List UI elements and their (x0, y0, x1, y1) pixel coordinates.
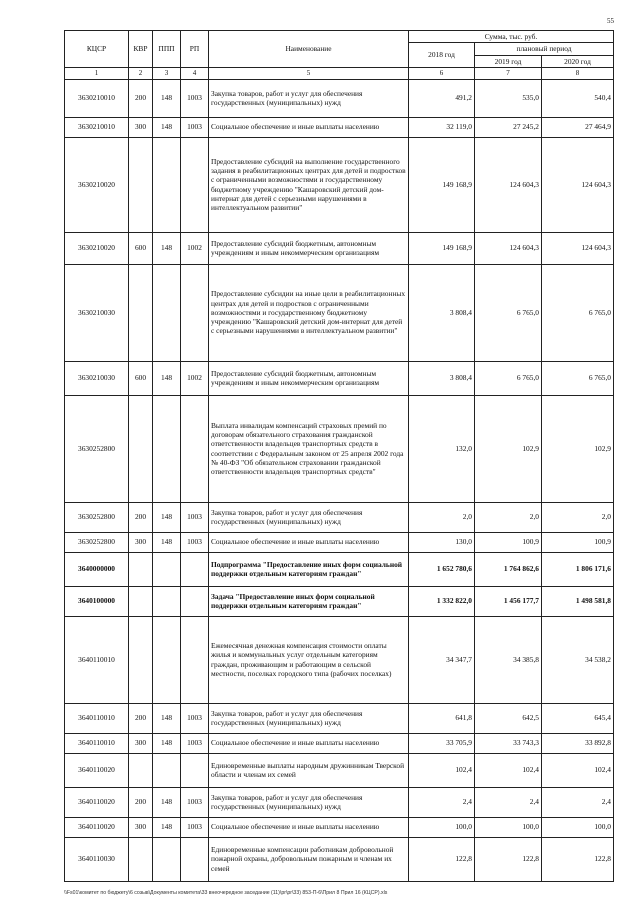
cell-kvr: 200 (129, 502, 153, 532)
table-body (65, 79, 614, 881)
cell-ppp (153, 552, 181, 586)
cell-v2020: 1 806 171,6 (542, 552, 614, 586)
cell-ppp (153, 616, 181, 703)
cell-kcsr: 3630210030 (65, 361, 129, 395)
cell-kvr (129, 264, 153, 361)
cell-rp: 1003 (181, 117, 209, 137)
cell-kcsr: 3640110020 (65, 753, 129, 787)
table-header (65, 31, 614, 80)
cell-v2019: 642,5 (475, 703, 542, 733)
cell-kcsr: 3630252800 (65, 395, 129, 502)
cell-v2019: 102,9 (475, 395, 542, 502)
table-row (65, 79, 614, 117)
cell-rp: 1002 (181, 232, 209, 264)
cell-v2018: 34 347,7 (409, 616, 475, 703)
cell-rp (181, 586, 209, 616)
cell-name: Выплата инвалидам компенсаций страховых премий по договорам обязательного страхования гражданской ответственности владельцев транспортных средств в соответствии с Федеральным законом от 25 апреля 2002 года № 40-ФЗ "Об обязательном страховании гражданской ответственности владельцев транспортных средств" (209, 395, 409, 502)
cell-v2020: 124 604,3 (542, 232, 614, 264)
cell-v2020: 100,9 (542, 532, 614, 552)
header-kvr: КВР (129, 31, 153, 68)
cell-ppp: 148 (153, 817, 181, 837)
cell-v2018: 2,0 (409, 502, 475, 532)
cell-v2020: 645,4 (542, 703, 614, 733)
cell-kcsr: 3640000000 (65, 552, 129, 586)
cell-v2019: 6 765,0 (475, 264, 542, 361)
cell-v2018: 149 168,9 (409, 137, 475, 232)
cell-rp: 1003 (181, 703, 209, 733)
cell-v2018: 122,8 (409, 837, 475, 881)
col-number: 3 (153, 67, 181, 79)
cell-v2020: 27 464,9 (542, 117, 614, 137)
cell-v2020: 2,0 (542, 502, 614, 532)
table-row (65, 837, 614, 881)
cell-ppp (153, 137, 181, 232)
page-number: 55 (607, 17, 614, 25)
cell-v2018: 1 652 780,6 (409, 552, 475, 586)
cell-v2019: 34 385,8 (475, 616, 542, 703)
col-number: 1 (65, 67, 129, 79)
table-row (65, 264, 614, 361)
cell-kcsr: 3640110030 (65, 837, 129, 881)
cell-v2018: 100,0 (409, 817, 475, 837)
header-name: Наименование (209, 31, 409, 68)
cell-kvr: 600 (129, 361, 153, 395)
table-row (65, 552, 614, 586)
cell-v2020: 6 765,0 (542, 361, 614, 395)
cell-v2019: 1 764 862,6 (475, 552, 542, 586)
cell-kvr: 600 (129, 232, 153, 264)
cell-v2019: 124 604,3 (475, 232, 542, 264)
cell-ppp (153, 264, 181, 361)
cell-kvr: 200 (129, 787, 153, 817)
cell-name: Социальное обеспечение и иные выплаты населению (209, 117, 409, 137)
cell-name: Предоставление субсидии на иные цели в реабилитационных центрах для детей и подростков с ограниченными возможностями и государственному бюджетному учреждению "Кашаровский детский дом-интернат для детей с серьезными нарушениями в интеллектуальном развитии" (209, 264, 409, 361)
cell-rp (181, 552, 209, 586)
cell-v2019: 1 456 177,7 (475, 586, 542, 616)
table-row (65, 753, 614, 787)
col-number: 8 (542, 67, 614, 79)
cell-name: Ежемесячная денежная компенсация стоимости оплаты жилья и коммунальных услуг отдельным категориям граждан, проживающим и работающим в сельской местности, поселках городского типа (рабочих поселках) (209, 616, 409, 703)
header-year-2019: 2019 год (475, 55, 542, 67)
cell-rp (181, 264, 209, 361)
cell-ppp: 148 (153, 361, 181, 395)
cell-v2018: 3 808,4 (409, 361, 475, 395)
cell-v2019: 100,0 (475, 817, 542, 837)
cell-kcsr: 3640100000 (65, 586, 129, 616)
header-rp: РП (181, 31, 209, 68)
cell-v2020: 1 498 581,8 (542, 586, 614, 616)
table-row (65, 395, 614, 502)
cell-v2020: 6 765,0 (542, 264, 614, 361)
cell-name: Предоставление субсидий бюджетным, автономным учреждениям и иным некоммерческим организациям (209, 232, 409, 264)
header-year-2020: 2020 год (542, 55, 614, 67)
col-number: 4 (181, 67, 209, 79)
column-number-row (65, 67, 614, 79)
cell-kcsr: 3640110020 (65, 817, 129, 837)
table-row (65, 502, 614, 532)
cell-name: Единовременные выплаты народным дружинникам Тверской области и членам их семей (209, 753, 409, 787)
header-sum: Сумма, тыс. руб. (409, 31, 614, 43)
cell-kvr (129, 395, 153, 502)
table-row (65, 117, 614, 137)
cell-name: Социальное обеспечение и иные выплаты населению (209, 532, 409, 552)
cell-v2018: 132,0 (409, 395, 475, 502)
cell-name: Единовременные компенсации работникам добровольной пожарной охраны, добровольным пожарным и членам их семей (209, 837, 409, 881)
cell-kvr: 300 (129, 733, 153, 753)
cell-kcsr: 3630210020 (65, 137, 129, 232)
table-row (65, 232, 614, 264)
cell-v2020: 540,4 (542, 79, 614, 117)
cell-kvr: 300 (129, 117, 153, 137)
cell-ppp: 148 (153, 502, 181, 532)
cell-v2018: 130,0 (409, 532, 475, 552)
cell-v2018: 1 332 822,0 (409, 586, 475, 616)
cell-kcsr: 3640110020 (65, 787, 129, 817)
cell-kcsr: 3640110010 (65, 733, 129, 753)
cell-kcsr: 3630210010 (65, 79, 129, 117)
cell-ppp (153, 586, 181, 616)
cell-v2019: 6 765,0 (475, 361, 542, 395)
cell-v2019: 2,4 (475, 787, 542, 817)
col-number: 5 (209, 67, 409, 79)
table-row (65, 532, 614, 552)
cell-kcsr: 3640110010 (65, 616, 129, 703)
cell-kvr: 200 (129, 703, 153, 733)
cell-name: Социальное обеспечение и иные выплаты населению (209, 733, 409, 753)
cell-kvr (129, 753, 153, 787)
cell-kcsr: 3630210030 (65, 264, 129, 361)
cell-kvr: 300 (129, 532, 153, 552)
cell-name: Закупка товаров, работ и услуг для обеспечения государственных (муниципальных) нужд (209, 79, 409, 117)
cell-rp: 1003 (181, 733, 209, 753)
cell-kvr: 300 (129, 817, 153, 837)
cell-v2020: 124 604,3 (542, 137, 614, 232)
cell-kvr: 200 (129, 79, 153, 117)
cell-name: Социальное обеспечение и иные выплаты населению (209, 817, 409, 837)
cell-kcsr: 3630210010 (65, 117, 129, 137)
cell-ppp: 148 (153, 232, 181, 264)
cell-kcsr: 3630252800 (65, 502, 129, 532)
header-kcsr: КЦСР (65, 31, 129, 68)
cell-v2019: 27 245,2 (475, 117, 542, 137)
col-number: 2 (129, 67, 153, 79)
cell-v2018: 641,8 (409, 703, 475, 733)
table-row (65, 616, 614, 703)
cell-v2019: 124 604,3 (475, 137, 542, 232)
cell-kcsr: 3640110010 (65, 703, 129, 733)
cell-kcsr: 3630210020 (65, 232, 129, 264)
cell-rp (181, 395, 209, 502)
cell-name: Предоставление субсидий бюджетным, автономным учреждениям и иным некоммерческим организациям (209, 361, 409, 395)
cell-kvr (129, 137, 153, 232)
cell-v2020: 122,8 (542, 837, 614, 881)
cell-rp: 1003 (181, 817, 209, 837)
table-row (65, 361, 614, 395)
table-row (65, 137, 614, 232)
cell-ppp (153, 395, 181, 502)
cell-v2018: 149 168,9 (409, 232, 475, 264)
cell-v2018: 491,2 (409, 79, 475, 117)
cell-name: Предоставление субсидий на выполнение государственного задания в реабилитационных центрах для детей и подростков с ограниченными возможностями и государственному бюджетному учреждению "Кашаровский детский дом-интернат для детей с серьезными нарушениями в интеллектуальном развитии" (209, 137, 409, 232)
cell-v2018: 3 808,4 (409, 264, 475, 361)
header-plan-period: плановый период (475, 43, 614, 55)
cell-v2019: 535,0 (475, 79, 542, 117)
cell-v2019: 2,0 (475, 502, 542, 532)
cell-rp (181, 137, 209, 232)
cell-kvr (129, 552, 153, 586)
col-number: 6 (409, 67, 475, 79)
cell-name: Закупка товаров, работ и услуг для обеспечения государственных (муниципальных) нужд (209, 787, 409, 817)
cell-v2018: 2,4 (409, 787, 475, 817)
cell-rp (181, 753, 209, 787)
cell-ppp: 148 (153, 79, 181, 117)
header-ppp: ППП (153, 31, 181, 68)
cell-kvr (129, 616, 153, 703)
cell-rp (181, 837, 209, 881)
cell-v2020: 100,0 (542, 817, 614, 837)
cell-rp (181, 616, 209, 703)
cell-rp: 1003 (181, 787, 209, 817)
cell-rp: 1003 (181, 502, 209, 532)
file-path-footer: \\Fs01\комитет по бюджету\6 созыв\Документы комитета\33 внеочередное заседание (11)\pr\pr\33) 853-П-6\Прил 8 Прил 16 (КЦСР).xls (64, 890, 388, 896)
cell-ppp: 148 (153, 117, 181, 137)
cell-v2020: 2,4 (542, 787, 614, 817)
table-row (65, 586, 614, 616)
cell-rp: 1003 (181, 79, 209, 117)
cell-v2018: 102,4 (409, 753, 475, 787)
cell-ppp: 148 (153, 703, 181, 733)
cell-ppp (153, 753, 181, 787)
cell-ppp (153, 837, 181, 881)
cell-ppp: 148 (153, 532, 181, 552)
cell-kvr (129, 586, 153, 616)
cell-kvr (129, 837, 153, 881)
cell-v2018: 33 705,9 (409, 733, 475, 753)
cell-v2019: 33 743,3 (475, 733, 542, 753)
cell-kcsr: 3630252800 (65, 532, 129, 552)
table-row (65, 703, 614, 733)
cell-ppp: 148 (153, 733, 181, 753)
cell-v2018: 32 119,0 (409, 117, 475, 137)
cell-ppp: 148 (153, 787, 181, 817)
header-year-2018: 2018 год (409, 43, 475, 68)
table-row (65, 733, 614, 753)
cell-v2019: 102,4 (475, 753, 542, 787)
cell-v2019: 122,8 (475, 837, 542, 881)
cell-name: Задача "Предоставление иных форм социальной поддержки отдельным категориям граждан" (209, 586, 409, 616)
cell-name: Закупка товаров, работ и услуг для обеспечения государственных (муниципальных) нужд (209, 502, 409, 532)
cell-v2020: 33 892,8 (542, 733, 614, 753)
col-number: 7 (475, 67, 542, 79)
cell-name: Закупка товаров, работ и услуг для обеспечения государственных (муниципальных) нужд (209, 703, 409, 733)
cell-rp: 1003 (181, 532, 209, 552)
table-row (65, 817, 614, 837)
cell-name: Подпрограмма "Предоставление иных форм социальной поддержки отдельным категориям граждан" (209, 552, 409, 586)
cell-v2020: 102,9 (542, 395, 614, 502)
table-row (65, 787, 614, 817)
cell-rp: 1002 (181, 361, 209, 395)
budget-table (64, 30, 614, 882)
cell-v2020: 34 538,2 (542, 616, 614, 703)
cell-v2019: 100,9 (475, 532, 542, 552)
cell-v2020: 102,4 (542, 753, 614, 787)
